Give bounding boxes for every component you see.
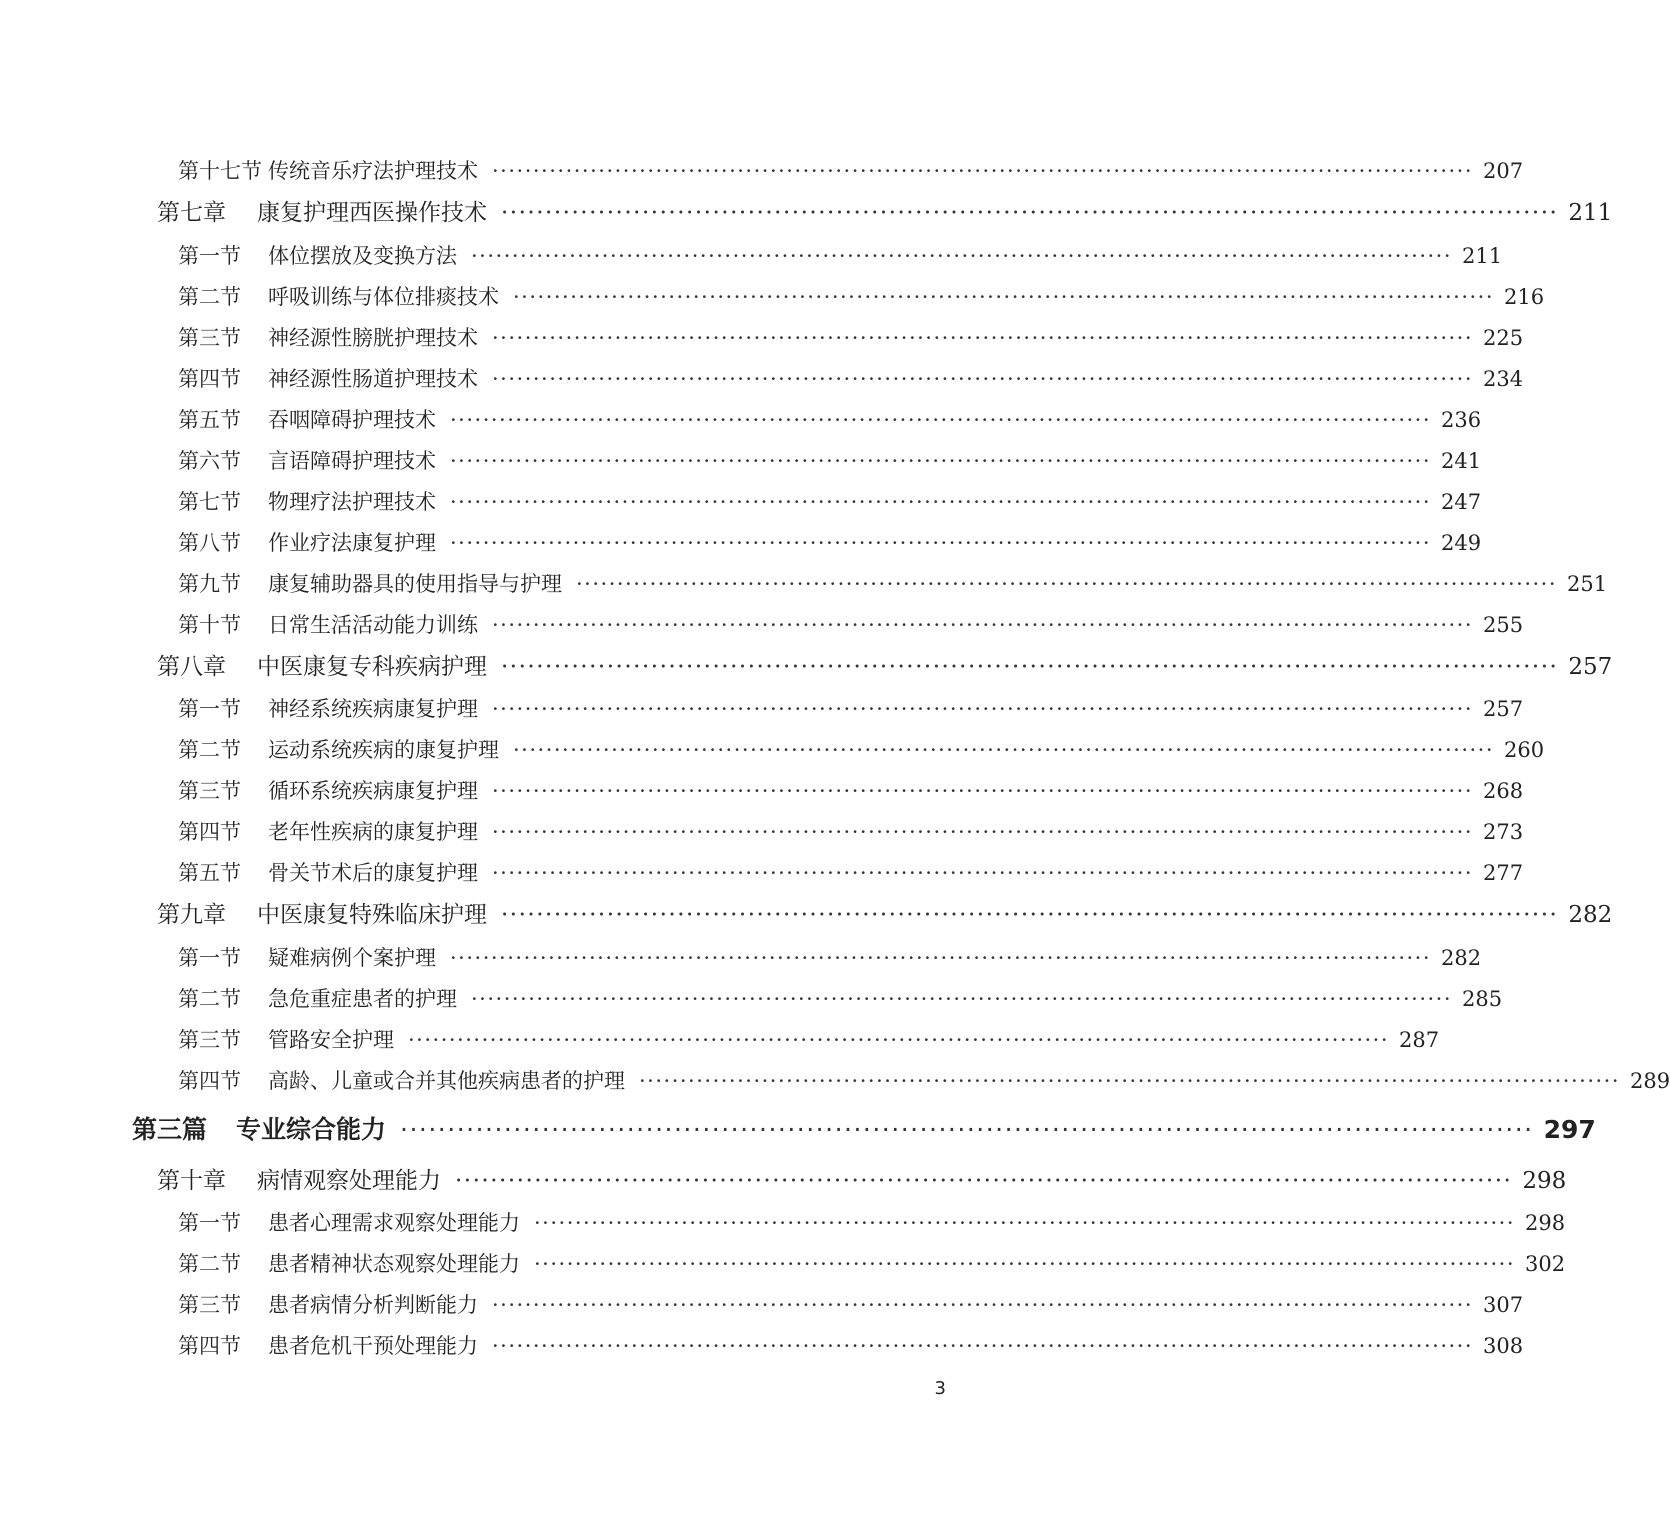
toc-entry-section[interactable]	[178, 443, 1482, 479]
entry-page-number: 277	[1483, 861, 1524, 885]
entry-label: 第五节	[178, 408, 241, 432]
entry-page-number: 308	[1483, 1334, 1524, 1358]
dot-leader: ························································································································	[501, 902, 1559, 928]
toc-entry-section[interactable]	[178, 732, 1545, 768]
entry-label: 第八节	[178, 531, 241, 555]
dot-leader: ························································································································	[513, 738, 1495, 762]
dot-leader: ························································································································	[492, 613, 1474, 637]
entry-label: 第四节	[178, 820, 241, 844]
entry-page-number: 268	[1483, 779, 1524, 803]
entry-label: 第八章	[157, 654, 226, 680]
toc-entry-section[interactable]	[178, 1246, 1566, 1282]
toc-entry-section[interactable]	[178, 1022, 1440, 1058]
entry-title: 康复护理西医操作技术	[257, 200, 487, 226]
dot-leader: ························································································································	[513, 285, 1495, 309]
entry-title: 病情观察处理能力	[257, 1168, 441, 1194]
toc-entry-section[interactable]	[178, 855, 1524, 891]
entry-page-number: 282	[1568, 902, 1613, 928]
entry-title: 循环系统疾病康复护理	[268, 779, 478, 803]
entry-label: 第二节	[178, 987, 241, 1011]
entry-page-number: 236	[1441, 408, 1482, 432]
entry-title: 患者精神状态观察处理能力	[268, 1252, 520, 1276]
toc-entry-section[interactable]	[178, 1063, 1670, 1099]
entry-label: 第三节	[178, 326, 241, 350]
entry-label: 第一节	[178, 946, 241, 970]
dot-leader: ························································································································	[492, 697, 1474, 721]
entry-label: 第五节	[178, 861, 241, 885]
dot-leader: ························································································································	[455, 1168, 1513, 1194]
entry-title: 作业疗法康复护理	[268, 531, 436, 555]
entry-label: 第七章	[157, 200, 226, 226]
entry-page-number: 216	[1504, 285, 1545, 309]
toc-entry-section[interactable]	[178, 525, 1482, 561]
entry-page-number: 297	[1543, 1115, 1596, 1144]
entry-label: 第二节	[178, 285, 241, 309]
entry-label: 第九章	[157, 902, 226, 928]
entry-page-number: 257	[1483, 697, 1524, 721]
entry-label: 第三节	[178, 779, 241, 803]
entry-title: 运动系统疾病的康复护理	[268, 738, 499, 762]
entry-label: 第一节	[178, 244, 241, 268]
dot-leader: ························································································································	[501, 200, 1559, 226]
toc-entry-section[interactable]	[178, 1205, 1566, 1241]
entry-title: 疑难病例个案护理	[268, 946, 436, 970]
entry-title: 日常生活活动能力训练	[268, 613, 478, 637]
toc-entry-section[interactable]	[178, 484, 1482, 520]
toc-entry-section[interactable]	[178, 981, 1503, 1017]
dot-leader: ························································································································	[492, 861, 1474, 885]
dot-leader: ························································································································	[492, 367, 1474, 391]
entry-title: 言语障碍护理技术	[268, 449, 436, 473]
dot-leader: ························································································································	[471, 244, 1453, 268]
dot-leader: ························································································································	[534, 1252, 1516, 1276]
entry-title: 患者危机干预处理能力	[268, 1334, 478, 1358]
entry-label: 第十章	[157, 1168, 226, 1194]
dot-leader: ························································································································	[408, 1028, 1390, 1052]
toc-entry-section[interactable]	[178, 607, 1524, 643]
entry-label: 第九节	[178, 572, 241, 596]
entry-title: 呼吸训练与体位排痰技术	[268, 285, 499, 309]
entry-page-number: 289	[1630, 1069, 1670, 1093]
toc-entry-section[interactable]	[178, 773, 1524, 809]
entry-page-number: 287	[1399, 1028, 1440, 1052]
entry-label: 第一节	[178, 1211, 241, 1235]
toc-entry-chapter[interactable]	[157, 195, 1613, 231]
toc-entry-chapter[interactable]	[157, 897, 1613, 933]
toc-entry-section[interactable]	[178, 402, 1482, 438]
entry-page-number: 241	[1441, 449, 1482, 473]
entry-label: 第十七节	[178, 159, 262, 183]
dot-leader: ························································································································	[450, 946, 1432, 970]
toc-entry-chapter[interactable]	[157, 649, 1613, 685]
toc-entry-chapter[interactable]	[157, 1163, 1567, 1199]
entry-title: 吞咽障碍护理技术	[268, 408, 436, 432]
entry-label: 第四节	[178, 1334, 241, 1358]
dot-leader: ························································································································	[492, 820, 1474, 844]
entry-title: 老年性疾病的康复护理	[268, 820, 478, 844]
dot-leader: ························································································································	[492, 1293, 1474, 1317]
entry-page-number: 207	[1483, 159, 1524, 183]
entry-title: 患者病情分析判断能力	[268, 1293, 478, 1317]
toc-entry-section[interactable]	[178, 238, 1503, 274]
entry-page-number: 225	[1483, 326, 1524, 350]
dot-leader: ························································································································	[450, 408, 1432, 432]
entry-page-number: 298	[1522, 1168, 1567, 1194]
toc-entry-section[interactable]	[178, 1287, 1524, 1323]
entry-title: 急危重症患者的护理	[268, 987, 457, 1011]
dot-leader: ························································································································	[450, 490, 1432, 514]
entry-title: 体位摆放及变换方法	[268, 244, 457, 268]
dot-leader: ························································································································	[492, 1334, 1474, 1358]
entry-page-number: 249	[1441, 531, 1482, 555]
entry-page-number: 234	[1483, 367, 1524, 391]
entry-page-number: 257	[1568, 654, 1613, 680]
entry-title: 传统音乐疗法护理技术	[268, 159, 478, 183]
dot-leader: ························································································································	[501, 654, 1559, 680]
dot-leader: ························································································································	[450, 449, 1432, 473]
entry-page-number: 302	[1525, 1252, 1566, 1276]
dot-leader: ························································································································	[400, 1115, 1534, 1144]
entry-title: 中医康复专科疾病护理	[257, 654, 487, 680]
entry-page-number: 211	[1462, 244, 1503, 268]
entry-title: 神经系统疾病康复护理	[268, 697, 478, 721]
toc-entry-part[interactable]	[132, 1112, 1596, 1148]
entry-title: 物理疗法护理技术	[268, 490, 436, 514]
entry-title: 神经源性肠道护理技术	[268, 367, 478, 391]
footer-page-number: 3	[934, 1378, 946, 1399]
dot-leader: ························································································································	[492, 779, 1474, 803]
entry-title: 管路安全护理	[268, 1028, 394, 1052]
entry-page-number: 273	[1483, 820, 1524, 844]
entry-title: 患者心理需求观察处理能力	[268, 1211, 520, 1235]
entry-title: 康复辅助器具的使用指导与护理	[268, 572, 562, 596]
entry-title: 中医康复特殊临床护理	[257, 902, 487, 928]
entry-label: 第三节	[178, 1028, 241, 1052]
entry-label: 第二节	[178, 1252, 241, 1276]
entry-title: 骨关节术后的康复护理	[268, 861, 478, 885]
entry-page-number: 298	[1525, 1211, 1566, 1235]
toc-entry-section[interactable]	[178, 279, 1545, 315]
entry-title: 神经源性膀胱护理技术	[268, 326, 478, 350]
entry-page-number: 260	[1504, 738, 1545, 762]
entry-label: 第六节	[178, 449, 241, 473]
entry-label: 第二节	[178, 738, 241, 762]
entry-label: 第四节	[178, 367, 241, 391]
entry-page-number: 255	[1483, 613, 1524, 637]
toc-entry-section[interactable]	[178, 691, 1524, 727]
entry-label: 第三篇	[132, 1115, 208, 1144]
dot-leader: ························································································································	[492, 159, 1474, 183]
entry-page-number: 247	[1441, 490, 1482, 514]
toc-entry-section[interactable]	[178, 1328, 1524, 1364]
entry-title: 高龄、儿童或合并其他疾病患者的护理	[268, 1069, 625, 1093]
toc-entry-section[interactable]	[178, 814, 1524, 850]
dot-leader: ························································································································	[576, 572, 1558, 596]
dot-leader: ························································································································	[471, 987, 1453, 1011]
entry-label: 第一节	[178, 697, 241, 721]
dot-leader: ························································································································	[639, 1069, 1621, 1093]
toc-entry-section[interactable]	[178, 566, 1608, 602]
dot-leader: ························································································································	[534, 1211, 1516, 1235]
entry-label: 第四节	[178, 1069, 241, 1093]
entry-page-number: 211	[1568, 200, 1613, 226]
toc-entry-section[interactable]	[178, 153, 1524, 189]
entry-label: 第三节	[178, 1293, 241, 1317]
dot-leader: ························································································································	[492, 326, 1474, 350]
toc-entry-section[interactable]	[178, 940, 1482, 976]
entry-label: 第七节	[178, 490, 241, 514]
entry-page-number: 307	[1483, 1293, 1524, 1317]
entry-title: 专业综合能力	[236, 1115, 387, 1144]
entry-label: 第十节	[178, 613, 241, 637]
toc-entry-section[interactable]	[178, 320, 1524, 356]
entry-page-number: 285	[1462, 987, 1503, 1011]
toc-entry-section[interactable]	[178, 361, 1524, 397]
dot-leader: ························································································································	[450, 531, 1432, 555]
entry-page-number: 282	[1441, 946, 1482, 970]
entry-page-number: 251	[1567, 572, 1608, 596]
